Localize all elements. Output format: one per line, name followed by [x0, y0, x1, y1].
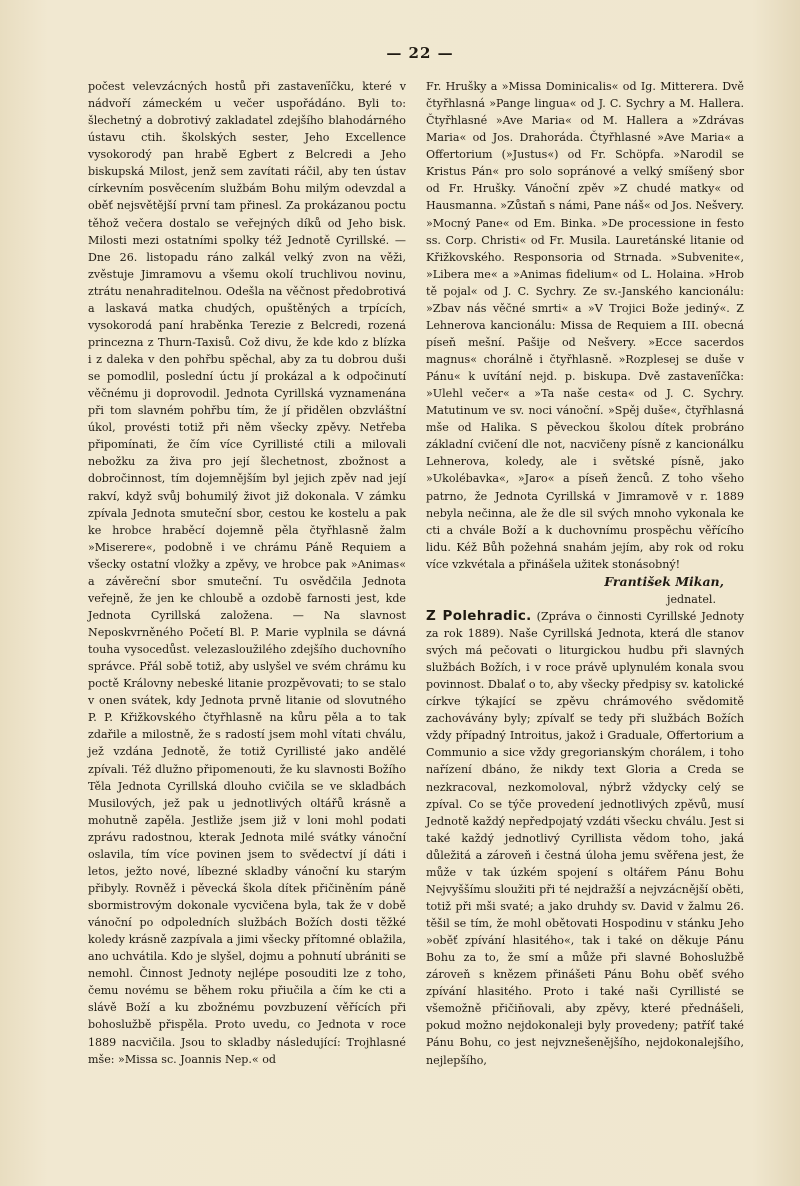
page-number: — 22 — — [386, 44, 454, 62]
section-polehradice — [426, 608, 744, 1069]
section-text: (Zpráva o činnosti Cyrillské Jednoty za rok 1889). Naše Cyrillská Jednota, která dle stanov svých má pečovati o liturgickou hudbu při slavných službách Božích, i v roce právě uplynulém konala svou povinnost. Dbalať o to, aby všecky předpisy sv. katolické církve týkající se zpěvu chrámového svědomitě zachovávány byly; zpívalť se tedy při službách Božích vždy případný Introitus, jakož i Graduale, Offertorium a Communio a sice vždy gregorianským chorálem, i toho nařízení dbáno, že nikdy text Gloria a Creda se nezkracoval, nezkomoloval, nýbrž vždycky celý se zpíval. Co se týče provedení jednotlivých zpěvů, musí Jednotě každý nepředpojatý vzdáti všecku chválu. Jest si také každý jednotlivý Cyrillista vědom toho, jaká důležitá a zároveň i čestná úloha jemu svěřena jest, že může v tak úzkém spojení s oltářem Pánu Bohu Nejvyššímu sloužiti při té nejdražší a nejvzácnější oběti, totiž při mši svaté; a jako druhdy sv. David v žalmu 26. těšil se tím, že mohl obětovati Hospodinu v stánku Jeho »oběť zpívání hlasitého«, tak i také on děkuje Pánu Bohu za to, že smí a může při slavné Bohoslužbě zároveň s knězem přinášeti Pánu Bohu oběť svého zpívání hlasitého. Proto i také naši Cyrillisté se všemožně přičiňovali, aby zpěvy, které přednášeli, pokud možno nejdokonaleji byly provedeny; patříť také Pánu Bohu, co jest nejvznešenějšího, nejdokonalejšího, nejlepšího, — [426, 609, 744, 1067]
signature-role: jednatel. — [667, 592, 716, 606]
left-column — [88, 78, 406, 1068]
signature-name: František Mikan, — [604, 573, 724, 589]
right-column-text: Fr. Hrušky a »Missa Dominicalis« od Ig. Mitterera. Dvě čtyřhlasná »Pange lingua« od J. C. Sychry a M. Hallera. Čtyřhlasné »Ave Maria« od M. Hallera a »Zdrávas Maria« od Jos. Drahoráda. Čtyřhlasné »Ave Maria« a Offertorium (»Justus«) od Fr. Schöpfa. »Narodil se Kristus Pán« pro solo sopránové a velký smíšený sbor od Fr. Hrušky. Vánoční zpěv »Z chudé matky« od Hausmanna. »Zůstaň s námi, Pane náš« od Jos. Nešvery. »Mocný Pane« od Em. Binka. »De processione in festo ss. Corp. Christi« od Fr. Musila. Lauretánské litanie od Křižkovského. Responsoria od Strnada. »Subvenite«, »Libera me« a »Animas fidelium« od L. Holaina. »Hrob tě pojal« od J. C. Sychry. Ze sv.-Janského kancionálu: »Zbav nás věčné smrti« a »V Trojici Bože jediný«. Z Lehnerova kancionálu: Missa de Requiem a III. obecná píseň mešní. Pašije od Nešvery. »Ecce sacerdos magnus« chorálně i čtyřhlasně. »Rozplesej se duše v Pánu« k uvítání nejd. p. biskupa. Dvě zastavení̈čka: »Ulehl večer« a »Ta naše cesta« od J. C. Sychry. Matutinum ve sv. noci vánoční. »Spěj duše«, čtyřhlasná mše od Halika. S pěveckou školou dítek probráno základní cvičení dle not, nacvičeny písně z kancionálku Lehnerova, koledy, ale i světské písně, jako »Ukolébavka«, »Jaro« a píseň ženců. Z toho všeho patrno, že Jednota Cyrillská v Jimramově v r. 1889 nebyla nečinna, ale že dle sil svých mnoho vykonala ke cti a chvále Boží a k duchovnímu prospěchu věřícího lidu. Kéž Bůh požehná snahám jejím, aby rok od roku více vzkvétala a přinášela užitek stonásobný! — [426, 80, 744, 571]
left-column-text: počest velevzácných hostů při zastavení̈čku, které v nádvoří zámeckém u večer uspořádáno. Byli to: šlechetný a dobrotivý zakladatel zdejšího blahodárného ústavu ctih. školských sester, Jeho Excellence vysokorodý pan hrabě Egbert z Belcredi a Jeho biskupská Milost, jenž sem zavítati ráčil, aby ten ústav církevním posvěcením službám Bohu milým odevzdal a oběť nejsvětější první tam přinesl. Za prokázanou poctu těhož večera dostalo se veřejných díků od Jeho bisk. Milosti mezi ostatními spolky též Jednotě Cyrillské. — Dne 26. listopadu ráno zalkál velký zvon na věži, zvěstuje Jimramovu a všemu okolí truchlivou novinu, ztrátu nenahraditelnou. Odešla na věčnost předobrotivá a laskavá matka chudých, opuštěných a trpících, vysokorodá paní hraběnka Terezie z Belcredi, rozená princezna z Thurn-Taxisů. Což divu, že kde kdo z blízka i z daleka v den pohřbu spěchal, aby za tu dobrou duši se pomodlil, poslední úctu jí prokázal a k odpočinutí věčnému ji doprovodil. Jednota Cyrillská vyznamenána při tom slavném pohřbu tím, že jí přidělen obzvláštní úkol, provésti totiž při něm všecky zpěvy. Netřeba připomínati, že čím více Cyrillisté ctili a milovali nebožku za živa pro její šlechetnost, zbožnost a dobročinnost, tím dojemnějším byl jejich zpěv nad její rakví, když svůj bohumilý život již dokonala. V zámku zpívala Jednota smuteční sbor, cestou ke kostelu a pak ke hrobce hraběcí dojemně pěla čtyřhlasně žalm »Miserere«, podobně i ve chrámu Páně Requiem a všecky ostatní vložky a zpěvy, ve hrobce pak »Animas« a závěreční sbor smuteční. Tu osvědčila Jednota veřejně, že jen ke chloubě a ozdobě farnosti jest, kde Jednota Cyrillská založena. — Na slavnost Neposkvrněného Početí Bl. P. Marie vyplnila se dávná touha vysocedůst. velezasloužilého zdejšího duchovního správce. Přál sobě totiž, aby uslyšel ve svém chrámu ku poctě Královny nebeské litanie prozpěvovati; to se stalo v onen svátek, kdy Jednota prvně litanie od slovutného P. P. Křižkovského čtyřhlasně na kůru pěla a to tak zdařile a milostně, že s radostí jsem mohl vítati chválu, jež vzdána Jednotě, že totiž Cyrillisté jako andělé zpívali. Též dlužno připomenouti, že ku slavnosti Božího Těla Jednota Cyrillská dlouho cvičila se ve skladbách Musilových, jež pak u jednotlivých oltářů krásně a mohutně zapěla. Jestliže jsem již v loni mohl podati zprávu radostnou, kterak Jednota milé svátky vánoční oslavila, tím více povinen jsem to svědectví jí dáti i letos, ježto nové, líbezné skladby vánoční ku starým přibyly. Rovněž i pěvecká škola dítek přičiněním páně sbormistrovým dokonale vycvičena byla, tak že v době vánoční po odpoledních službách Božích dosti těžké koledy krásně zazpívala a jimi všecky přítomné oblažila, ano uchvátila. Kdo je slyšel, dojmu a pohnutí ubrániti se nemohl. Činnost Jednoty nejlépe posouditi lze z toho, čemu novému se během roku přiučila a čím ke cti a slávě Boží a ku zbožnému povzbuzení věřících při bohoslužbě přispěla. Proto uvedu, co Jednota v roce 1889 nacvičila. Jsou to skladby následující: Trojhlasné mše: »Missa sc. Joannis Nep.« od — [88, 80, 406, 1066]
right-column — [426, 78, 744, 1069]
section-heading: Z Polehradic. — [426, 607, 532, 624]
